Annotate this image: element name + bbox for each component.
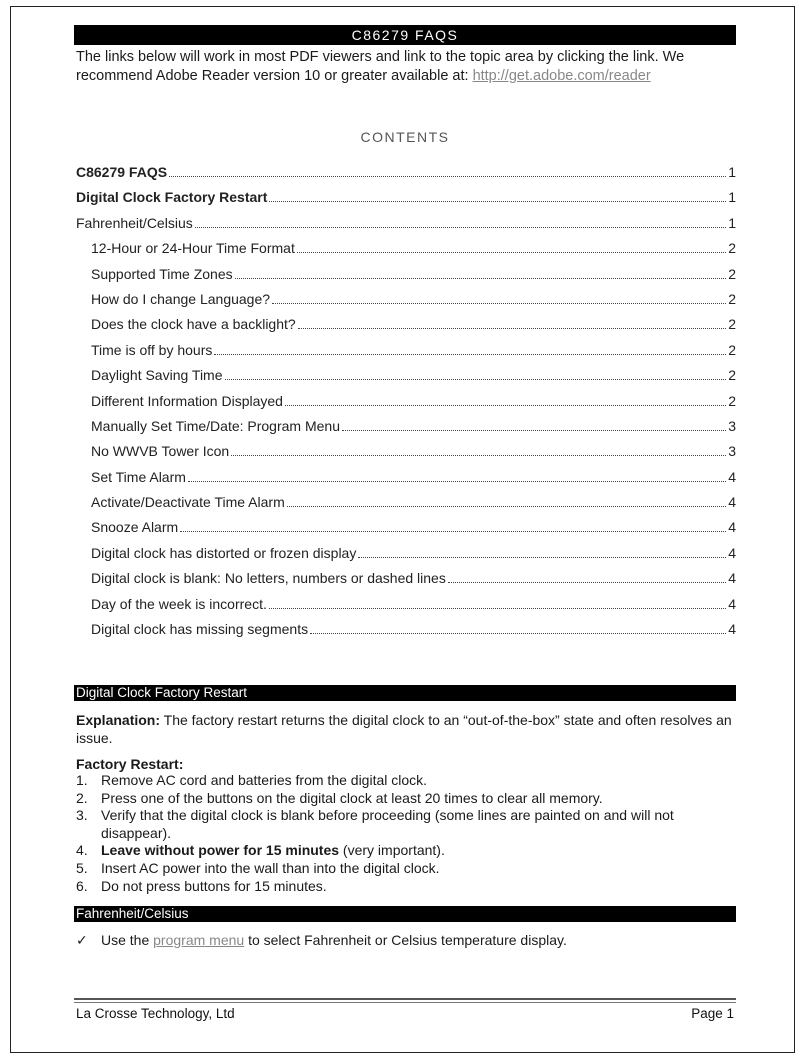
footer-company: La Crosse Technology, Ltd — [76, 1006, 235, 1021]
toc-item-wwvb-icon[interactable] — [76, 443, 736, 468]
toc-page: 2 — [728, 316, 736, 333]
toc-label: Does the clock have a backlight? — [91, 316, 296, 333]
toc-page: 4 — [728, 595, 736, 612]
toc-page: 2 — [728, 341, 736, 358]
toc-label: Set Time Alarm — [91, 468, 186, 485]
toc-leader — [287, 506, 726, 507]
toc-page: 1 — [728, 214, 736, 231]
toc-leader — [269, 608, 726, 609]
toc-label: Digital clock is blank: No letters, numbers or dashed lines — [91, 570, 446, 587]
restart-steps-list — [76, 772, 736, 895]
toc-item-daylight-saving[interactable] — [76, 367, 736, 392]
toc-page: 4 — [728, 519, 736, 536]
section-heading-factory-restart: Digital Clock Factory Restart — [74, 685, 736, 701]
toc-page: 4 — [728, 544, 736, 561]
toc-page: 4 — [728, 494, 736, 511]
toc-label: C86279 FAQS — [76, 164, 168, 180]
toc-label: Snooze Alarm — [91, 519, 179, 536]
table-of-contents — [76, 164, 736, 646]
step-bold-text: Leave without power for 15 minutes — [101, 842, 340, 859]
toc-item-program-menu[interactable] — [76, 418, 736, 443]
explanation-paragraph — [76, 711, 736, 747]
toc-item-missing-segments[interactable] — [76, 621, 736, 646]
toc-page: 3 — [728, 443, 736, 460]
explanation-label: Explanation: — [76, 712, 161, 728]
toc-item-language[interactable] — [76, 291, 736, 316]
section-heading-fahrenheit-celsius: Fahrenheit/Celsius — [74, 906, 736, 922]
toc-item-factory-restart[interactable] — [76, 189, 736, 214]
document-title: C86279 FAQS — [74, 25, 736, 45]
toc-item-time-format[interactable] — [76, 240, 736, 265]
step-number: 6. — [76, 877, 88, 894]
toc-item-activate-alarm[interactable] — [76, 494, 736, 519]
step-text-wrapper — [101, 842, 736, 860]
toc-item-distorted-display[interactable] — [76, 545, 736, 570]
toc-item-fahrenheit-celsius[interactable] — [76, 215, 736, 240]
step-text: Insert AC power into the wall than into the digital clock. — [101, 859, 440, 876]
toc-page: 2 — [728, 290, 736, 307]
toc-page: 2 — [728, 392, 736, 409]
toc-leader — [285, 405, 726, 406]
toc-leader — [298, 328, 727, 329]
toc-leader — [188, 481, 726, 482]
instruction-pre: Use the — [101, 932, 154, 948]
toc-label: Supported Time Zones — [91, 265, 233, 282]
toc-item-set-alarm[interactable] — [76, 469, 736, 494]
toc-leader — [310, 633, 726, 634]
toc-label: Time is off by hours — [91, 341, 213, 358]
step-text: Remove AC cord and batteries from the digital clock. — [101, 772, 428, 788]
toc-label: Digital Clock Factory Restart — [76, 189, 268, 206]
step-text: (very important). — [339, 842, 445, 859]
toc-page: 2 — [728, 367, 736, 384]
list-item — [76, 842, 736, 860]
list-item — [76, 790, 736, 808]
toc-label: No WWVB Tower Icon — [91, 443, 230, 460]
toc-label: How do I change Language? — [91, 290, 271, 307]
toc-leader — [225, 379, 727, 380]
toc-label: Digital clock has missing segments — [91, 621, 309, 638]
toc-item-c86279-faqs[interactable] — [76, 164, 736, 189]
toc-label: Different Information Displayed — [91, 392, 283, 409]
toc-leader — [195, 227, 726, 228]
toc-item-time-zones[interactable] — [76, 266, 736, 291]
toc-leader — [358, 557, 726, 558]
toc-leader — [231, 455, 726, 456]
toc-item-time-off[interactable] — [76, 342, 736, 367]
toc-page: 1 — [728, 189, 736, 206]
toc-label: Daylight Saving Time — [91, 367, 223, 384]
list-item — [76, 772, 736, 790]
toc-leader — [169, 176, 726, 177]
footer-divider-thin — [74, 1002, 736, 1003]
step-text: Press one of the buttons on the digital clock at least 20 times to clear all memory. — [101, 789, 603, 806]
factory-restart-heading — [76, 755, 736, 773]
intro-text: The links below will work in most PDF viewers and link to the topic area by clicking the link. We recommend Adobe Reader version 10 or greater available at: — [76, 49, 685, 84]
instruction-text — [101, 932, 567, 948]
toc-leader — [272, 303, 726, 304]
footer-page-number: Page 1 — [691, 1006, 734, 1021]
toc-label: Digital clock has distorted or frozen display — [91, 544, 357, 561]
footer-divider — [74, 998, 736, 1000]
step-number: 3. — [76, 807, 88, 824]
step-text: Verify that the digital clock is blank before proceeding (some lines are painted on and will not disappear). — [101, 807, 674, 841]
toc-leader — [448, 582, 726, 583]
toc-leader — [214, 354, 726, 355]
toc-label: Fahrenheit/Celsius — [76, 214, 193, 231]
contents-heading: CONTENTS — [360, 129, 450, 145]
fahrenheit-instruction — [76, 932, 736, 949]
step-number: 4. — [76, 842, 88, 859]
step-number: 5. — [76, 859, 88, 876]
list-item — [76, 860, 736, 878]
steps-heading: Factory Restart: — [76, 756, 184, 772]
program-menu-link[interactable]: program menu — [153, 932, 245, 948]
toc-page: 2 — [728, 265, 736, 282]
toc-item-backlight[interactable] — [76, 316, 736, 341]
toc-page: 4 — [728, 468, 736, 485]
toc-leader — [235, 278, 727, 279]
toc-leader — [180, 531, 726, 532]
checkmark-icon: ✓ — [76, 932, 88, 948]
toc-label: Manually Set Time/Date: Program Menu — [91, 417, 340, 434]
intro-paragraph — [76, 48, 736, 86]
toc-item-snooze[interactable] — [76, 519, 736, 544]
step-number: 1. — [76, 772, 88, 788]
list-item — [76, 878, 736, 896]
toc-item-different-info[interactable] — [76, 393, 736, 418]
toc-leader — [269, 201, 726, 202]
toc-leader — [297, 252, 726, 253]
toc-page: 3 — [728, 417, 736, 434]
step-text: Do not press buttons for 15 minutes. — [101, 877, 327, 894]
toc-item-day-incorrect[interactable] — [76, 596, 736, 621]
toc-item-blank-display[interactable] — [76, 570, 736, 595]
toc-label: Activate/Deactivate Time Alarm — [91, 494, 285, 511]
toc-page: 1 — [728, 164, 736, 180]
toc-label: 12-Hour or 24-Hour Time Format — [91, 240, 295, 257]
list-item — [76, 807, 736, 842]
toc-label: Day of the week is incorrect. — [91, 595, 267, 612]
step-number: 2. — [76, 789, 88, 806]
toc-page: 4 — [728, 570, 736, 587]
instruction-post: to select Fahrenheit or Celsius temperature display. — [244, 932, 567, 948]
toc-page: 4 — [728, 621, 736, 638]
toc-page: 2 — [728, 240, 736, 257]
adobe-reader-link[interactable]: http://get.adobe.com/reader — [472, 68, 651, 84]
explanation-text: The factory restart returns the digital clock to an “out-of-the-box” state and often resolves an issue. — [76, 712, 732, 746]
toc-leader — [342, 430, 726, 431]
